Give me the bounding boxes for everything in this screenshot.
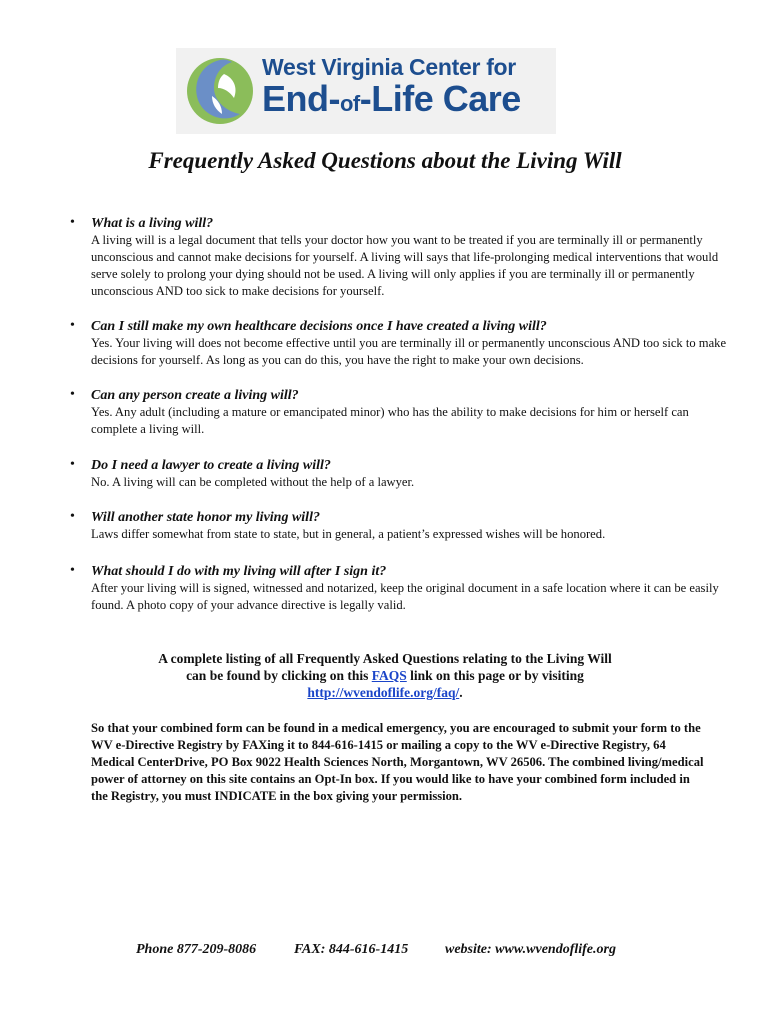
faq-question: What is a living will? <box>91 216 214 231</box>
faq-answer: After your living will is signed, witnessed and notarized, keep the original document in a safe location where it can be easily found. A photo copy of your advance directive is legally valid. <box>91 581 719 612</box>
footer-fax: FAX: 844-616-1415 <box>294 942 409 957</box>
faq-answer: No. A living will can be completed without the help of a lawyer. <box>91 475 415 489</box>
faq-item <box>70 387 730 438</box>
faq-question: What should I do with my living will after I sign it? <box>91 564 387 579</box>
complete-listing-line2: can be found by clicking on this FAQS link on this page or by visiting <box>186 668 584 683</box>
faq-answer: A living will is a legal document that tells your doctor how you want to be treated if you are terminally ill or permanently unconscious and cannot make decisions for yourself. A living will says that life-prolonging medical interventions that would serve solely to prolong your dying should not be used. A living will only applies if you are terminally ill or permanently unconscious AND too sick to make decisions for yourself. <box>91 233 719 298</box>
faq-question: Can I still make my own healthcare decisions once I have created a living will? <box>91 319 547 334</box>
bullet-icon: • <box>70 318 75 333</box>
bullet-icon: • <box>70 387 75 402</box>
faq-item <box>70 318 730 369</box>
faq-answer: Yes. Your living will does not become effective until you are terminally ill or permanently unconscious AND too sick to make decisions for yourself. As long as you can do this, you have the right to make your own decisions. <box>91 336 727 367</box>
complete-listing-line3: http://wvendoflife.org/faq/. <box>307 685 463 700</box>
faq-answer: Laws differ somewhat from state to state, but in general, a patient’s expressed wishes will be honored. <box>91 527 606 541</box>
registry-paragraph: So that your combined form can be found in a medical emergency, you are encouraged to submit your form to the WV e-Directive Registry by FAXing it to 844-616-1415 or mailing a copy to the WV e-Directive Registry, 64 Medical CenterDrive, PO Box 9022 Health Sciences North, Morgantown, WV 26506. The combined living/medical power of attorney on this site contains an Opt-In box. If you would like to have your combined form included in the Registry, you must INDICATE in the box giving your permission. <box>91 721 704 803</box>
logo-line2: End-of-Life Care <box>262 78 521 119</box>
faq-question: Do I need a lawyer to create a living will? <box>91 458 331 473</box>
complete-listing-note <box>100 650 670 701</box>
footer-phone: Phone 877-209-8086 <box>136 942 257 957</box>
faq-question: Can any person create a living will? <box>91 388 299 403</box>
leaf-emblem-icon <box>184 52 256 130</box>
bullet-icon: • <box>70 509 75 524</box>
complete-listing-line1: A complete listing of all Frequently Asked Questions relating to the Living Will <box>158 651 612 666</box>
footer-website: website: www.wvendoflife.org <box>445 942 616 957</box>
faqs-link[interactable]: FAQS <box>371 668 407 683</box>
faq-answer: Yes. Any adult (including a mature or emancipated minor) who has the ability to make decisions for him or herself can complete a living will. <box>91 405 689 436</box>
logo-line1: West Virginia Center for <box>262 54 516 80</box>
faq-url-link[interactable]: http://wvendoflife.org/faq/ <box>307 685 460 700</box>
faq-question: Will another state honor my living will? <box>91 510 320 525</box>
wv-center-logo <box>176 48 556 134</box>
bullet-icon: • <box>70 215 75 230</box>
bullet-icon: • <box>70 457 75 472</box>
faq-item <box>70 457 730 491</box>
faq-item <box>70 215 730 300</box>
page-title: Frequently Asked Questions about the Living Will <box>148 148 622 173</box>
bullet-icon: • <box>70 563 75 578</box>
faq-item <box>70 563 730 614</box>
faq-item <box>70 509 730 543</box>
